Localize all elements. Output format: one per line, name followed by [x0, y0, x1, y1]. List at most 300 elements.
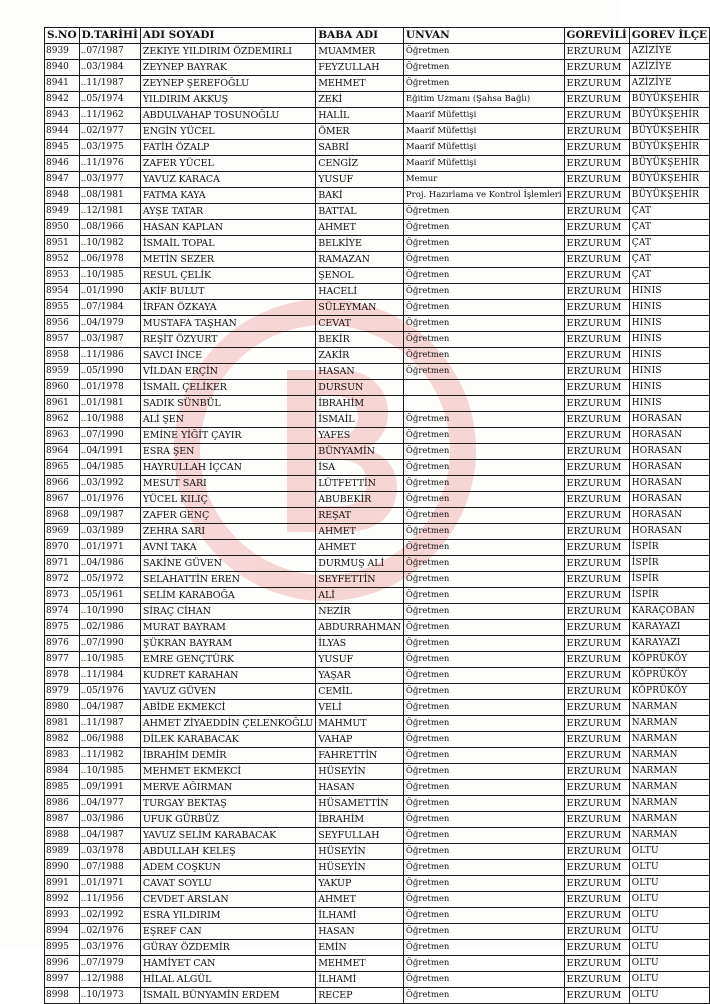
row-date: ..06/1988: [79, 732, 140, 748]
row-sno: 8974: [45, 604, 80, 620]
row-name: CEVDET ARSLAN: [140, 892, 315, 908]
table-row: [45, 972, 710, 988]
table-row: [45, 876, 710, 892]
row-city: ERZURUM: [564, 716, 629, 732]
row-date: ..03/1977: [79, 172, 140, 188]
row-father-name: İLHAMİ: [316, 908, 404, 924]
row-date: ..04/1987: [79, 700, 140, 716]
row-name: MUSTAFA TAŞHAN: [140, 316, 315, 332]
row-district: HINIS: [629, 332, 709, 348]
row-city: ERZURUM: [564, 428, 629, 444]
row-sno: 8947: [45, 172, 80, 188]
row-city: ERZURUM: [564, 236, 629, 252]
row-name: YAVUZ SELİM KARABACAK: [140, 828, 315, 844]
row-sno: 8940: [45, 60, 80, 76]
header-name: ADI SOYADI: [140, 28, 315, 44]
row-name: FATMA KAYA: [140, 188, 315, 204]
row-title: Öğretmen: [403, 252, 564, 268]
table-row: [45, 652, 710, 668]
row-name: AVNİ TAKA: [140, 540, 315, 556]
row-date: ..12/1981: [79, 204, 140, 220]
row-city: ERZURUM: [564, 332, 629, 348]
row-city: ERZURUM: [564, 188, 629, 204]
row-date: ..01/1990: [79, 284, 140, 300]
row-district: BÜYÜKŞEHİR: [629, 188, 709, 204]
table-row: [45, 572, 710, 588]
row-district: AZİZİYE: [629, 44, 709, 60]
row-date: ..04/1979: [79, 316, 140, 332]
row-title: Öğretmen: [403, 636, 564, 652]
row-date: ..09/1987: [79, 508, 140, 524]
row-district: OLTU: [629, 892, 709, 908]
row-name: ZAFER GENÇ: [140, 508, 315, 524]
table-row: [45, 284, 710, 300]
row-city: ERZURUM: [564, 300, 629, 316]
row-father-name: SEYFETTİN: [316, 572, 404, 588]
row-father-name: AHMET: [316, 540, 404, 556]
row-title: Öğretmen: [403, 972, 564, 988]
row-date: ..10/1985: [79, 764, 140, 780]
row-city: ERZURUM: [564, 316, 629, 332]
row-date: ..12/1988: [79, 972, 140, 988]
row-name: HASAN KAPLAN: [140, 220, 315, 236]
row-date: ..05/1990: [79, 364, 140, 380]
row-father-name: BATTAL: [316, 204, 404, 220]
table-row: [45, 556, 710, 572]
row-district: KÖPRÜKÖY: [629, 668, 709, 684]
row-title: Öğretmen: [403, 492, 564, 508]
row-sno: 8949: [45, 204, 80, 220]
row-district: NARMAN: [629, 812, 709, 828]
row-date: ..03/1984: [79, 60, 140, 76]
row-date: ..11/1984: [79, 668, 140, 684]
row-title: [403, 396, 564, 412]
row-title: Öğretmen: [403, 204, 564, 220]
table-row: [45, 268, 710, 284]
row-city: ERZURUM: [564, 684, 629, 700]
row-district: OLTU: [629, 908, 709, 924]
row-district: AZİZİYE: [629, 76, 709, 92]
table-row: [45, 44, 710, 60]
row-sno: 8971: [45, 556, 80, 572]
table-row: [45, 892, 710, 908]
row-title: Proj. Hazırlama ve Kontrol İşlemleri: [403, 188, 564, 204]
row-district: NARMAN: [629, 780, 709, 796]
table-row: [45, 956, 710, 972]
row-date: ..04/1986: [79, 556, 140, 572]
row-city: ERZURUM: [564, 572, 629, 588]
row-city: ERZURUM: [564, 44, 629, 60]
row-city: ERZURUM: [564, 476, 629, 492]
row-city: ERZURUM: [564, 348, 629, 364]
row-sno: 8965: [45, 460, 80, 476]
row-date: ..02/1977: [79, 124, 140, 140]
row-date: ..11/1982: [79, 748, 140, 764]
row-date: ..11/1976: [79, 156, 140, 172]
table-row: [45, 220, 710, 236]
row-city: ERZURUM: [564, 972, 629, 988]
row-district: HINIS: [629, 348, 709, 364]
row-date: ..07/1990: [79, 428, 140, 444]
row-city: ERZURUM: [564, 124, 629, 140]
row-district: BÜYÜKŞEHİR: [629, 156, 709, 172]
row-title: Maarif Müfettişi: [403, 108, 564, 124]
row-city: ERZURUM: [564, 364, 629, 380]
row-sno: 8973: [45, 588, 80, 604]
row-father-name: HÜSEYİN: [316, 860, 404, 876]
row-sno: 8993: [45, 908, 80, 924]
table-row: [45, 748, 710, 764]
row-district: KARAÇOBAN: [629, 604, 709, 620]
row-sno: 8946: [45, 156, 80, 172]
row-name: AHMET ZİYAEDDİN ÇELENKOĞLU: [140, 716, 315, 732]
table-row: [45, 364, 710, 380]
table-row: [45, 844, 710, 860]
row-name: YÜCEL KILIÇ: [140, 492, 315, 508]
row-district: İSPİR: [629, 572, 709, 588]
row-sno: 8957: [45, 332, 80, 348]
row-date: ..05/1972: [79, 572, 140, 588]
row-city: ERZURUM: [564, 844, 629, 860]
row-date: ..01/1976: [79, 492, 140, 508]
row-city: ERZURUM: [564, 60, 629, 76]
row-sno: 8961: [45, 396, 80, 412]
row-title: Öğretmen: [403, 908, 564, 924]
row-sno: 8988: [45, 828, 80, 844]
row-date: ..02/1986: [79, 620, 140, 636]
row-date: ..04/1991: [79, 444, 140, 460]
row-name: REŞİT ÖZYURT: [140, 332, 315, 348]
row-name: ADEM COŞKUN: [140, 860, 315, 876]
row-title: Maarif Müfettişi: [403, 124, 564, 140]
table-row: [45, 604, 710, 620]
row-sno: 8939: [45, 44, 80, 60]
row-city: ERZURUM: [564, 956, 629, 972]
row-title: Öğretmen: [403, 700, 564, 716]
table-row: [45, 236, 710, 252]
row-father-name: LÜTFETTİN: [316, 476, 404, 492]
row-sno: 8996: [45, 956, 80, 972]
table-row: [45, 796, 710, 812]
row-sno: 8953: [45, 268, 80, 284]
row-name: SAKİNE GÜVEN: [140, 556, 315, 572]
row-father-name: CEMİL: [316, 684, 404, 700]
row-father-name: HÜSEYİN: [316, 764, 404, 780]
row-district: HORASAN: [629, 444, 709, 460]
row-father-name: SABRİ: [316, 140, 404, 156]
row-title: Öğretmen: [403, 300, 564, 316]
row-title: Öğretmen: [403, 508, 564, 524]
row-district: KÖPRÜKÖY: [629, 684, 709, 700]
row-father-name: BÜNYAMİN: [316, 444, 404, 460]
row-sno: 8950: [45, 220, 80, 236]
row-name: ZEYNEP BAYRAK: [140, 60, 315, 76]
row-date: ..03/1986: [79, 812, 140, 828]
row-city: ERZURUM: [564, 828, 629, 844]
table-row: [45, 476, 710, 492]
row-district: HINIS: [629, 316, 709, 332]
row-title: Öğretmen: [403, 764, 564, 780]
row-title: Öğretmen: [403, 988, 564, 1004]
row-name: ZAFER YÜCEL: [140, 156, 315, 172]
row-name: ESRA YILDIRIM: [140, 908, 315, 924]
row-sno: 8964: [45, 444, 80, 460]
table-row: [45, 780, 710, 796]
row-sno: 8960: [45, 380, 80, 396]
row-district: HINIS: [629, 380, 709, 396]
row-sno: 8962: [45, 412, 80, 428]
row-district: OLTU: [629, 988, 709, 1004]
row-father-name: CEVAT: [316, 316, 404, 332]
row-city: ERZURUM: [564, 508, 629, 524]
row-city: ERZURUM: [564, 700, 629, 716]
table-row: [45, 444, 710, 460]
row-city: ERZURUM: [564, 540, 629, 556]
row-district: ÇAT: [629, 268, 709, 284]
row-city: ERZURUM: [564, 380, 629, 396]
row-name: EŞREF CAN: [140, 924, 315, 940]
row-father-name: YUSUF: [316, 172, 404, 188]
row-district: HORASAN: [629, 476, 709, 492]
row-date: ..04/1987: [79, 828, 140, 844]
row-city: ERZURUM: [564, 524, 629, 540]
row-district: HINIS: [629, 396, 709, 412]
row-title: Öğretmen: [403, 796, 564, 812]
row-name: SAVCI İNCE: [140, 348, 315, 364]
row-title: Öğretmen: [403, 892, 564, 908]
row-date: ..11/1987: [79, 716, 140, 732]
row-sno: 8997: [45, 972, 80, 988]
row-father-name: YAŞAR: [316, 668, 404, 684]
row-father-name: İBRAHİM: [316, 396, 404, 412]
row-city: ERZURUM: [564, 172, 629, 188]
row-district: ÇAT: [629, 252, 709, 268]
row-city: ERZURUM: [564, 460, 629, 476]
row-sno: 8990: [45, 860, 80, 876]
row-city: ERZURUM: [564, 444, 629, 460]
row-father-name: İLHAMİ: [316, 972, 404, 988]
table-row: [45, 140, 710, 156]
row-district: OLTU: [629, 940, 709, 956]
row-city: ERZURUM: [564, 924, 629, 940]
row-sno: 8954: [45, 284, 80, 300]
row-date: ..05/1974: [79, 92, 140, 108]
row-title: Öğretmen: [403, 540, 564, 556]
row-title: Öğretmen: [403, 684, 564, 700]
table-row: [45, 812, 710, 828]
table-row: [45, 332, 710, 348]
row-title: Öğretmen: [403, 860, 564, 876]
row-father-name: İSMAİL: [316, 412, 404, 428]
table-row: [45, 348, 710, 364]
row-father-name: RECEP: [316, 988, 404, 1004]
row-city: ERZURUM: [564, 76, 629, 92]
table-row: [45, 76, 710, 92]
table-row: [45, 700, 710, 716]
row-district: İSPİR: [629, 540, 709, 556]
table-row: [45, 172, 710, 188]
row-sno: 8969: [45, 524, 80, 540]
row-sno: 8963: [45, 428, 80, 444]
table-row: [45, 988, 710, 1004]
row-city: ERZURUM: [564, 796, 629, 812]
table-row: [45, 924, 710, 940]
row-title: Öğretmen: [403, 956, 564, 972]
row-date: ..08/1981: [79, 188, 140, 204]
row-father-name: BELKİYE: [316, 236, 404, 252]
row-district: HORASAN: [629, 428, 709, 444]
row-title: Öğretmen: [403, 332, 564, 348]
row-date: ..03/1975: [79, 140, 140, 156]
row-father-name: AHMET: [316, 892, 404, 908]
row-title: Öğretmen: [403, 556, 564, 572]
row-date: ..10/1982: [79, 236, 140, 252]
row-name: YILDIRIM AKKUŞ: [140, 92, 315, 108]
row-name: İBRAHİM DEMİR: [140, 748, 315, 764]
row-name: EMİNE YİĞİT ÇAYIR: [140, 428, 315, 444]
table-row: [45, 588, 710, 604]
row-father-name: ABUBEKİR: [316, 492, 404, 508]
table-row: [45, 60, 710, 76]
row-city: ERZURUM: [564, 604, 629, 620]
row-title: Öğretmen: [403, 268, 564, 284]
row-date: ..01/1971: [79, 876, 140, 892]
row-district: OLTU: [629, 876, 709, 892]
row-name: TURGAY BEKTAŞ: [140, 796, 315, 812]
row-name: AYŞE TATAR: [140, 204, 315, 220]
row-date: ..09/1991: [79, 780, 140, 796]
row-title: Öğretmen: [403, 716, 564, 732]
row-name: İRFAN ÖZKAYA: [140, 300, 315, 316]
row-sno: 8943: [45, 108, 80, 124]
row-district: HORASAN: [629, 412, 709, 428]
row-father-name: MEHMET: [316, 76, 404, 92]
row-father-name: ABDURRAHMAN: [316, 620, 404, 636]
row-father-name: NEZİR: [316, 604, 404, 620]
row-city: ERZURUM: [564, 636, 629, 652]
row-title: Öğretmen: [403, 812, 564, 828]
row-title: Öğretmen: [403, 284, 564, 300]
row-name: ABDULLAH KELEŞ: [140, 844, 315, 860]
row-name: CAVAT SOYLU: [140, 876, 315, 892]
table-body: [45, 44, 710, 1004]
row-sno: 8948: [45, 188, 80, 204]
row-date: ..10/1990: [79, 604, 140, 620]
row-father-name: VAHAP: [316, 732, 404, 748]
row-name: ZEYNEP ŞEREFOĞLU: [140, 76, 315, 92]
row-city: ERZURUM: [564, 588, 629, 604]
row-name: HİLAL ALGÜL: [140, 972, 315, 988]
row-title: Öğretmen: [403, 412, 564, 428]
row-title: Öğretmen: [403, 60, 564, 76]
row-district: BÜYÜKŞEHİR: [629, 140, 709, 156]
row-date: ..07/1987: [79, 44, 140, 60]
row-father-name: YAKUP: [316, 876, 404, 892]
row-city: ERZURUM: [564, 396, 629, 412]
row-district: NARMAN: [629, 748, 709, 764]
row-title: Öğretmen: [403, 476, 564, 492]
row-name: SELAHATTİN EREN: [140, 572, 315, 588]
row-father-name: AHMET: [316, 524, 404, 540]
row-date: ..01/1981: [79, 396, 140, 412]
row-district: NARMAN: [629, 716, 709, 732]
row-sno: 8979: [45, 684, 80, 700]
row-date: ..03/1987: [79, 332, 140, 348]
row-sno: 8978: [45, 668, 80, 684]
row-sno: 8959: [45, 364, 80, 380]
row-sno: 8989: [45, 844, 80, 860]
row-city: ERZURUM: [564, 140, 629, 156]
row-father-name: ZEKİ: [316, 92, 404, 108]
row-sno: 8991: [45, 876, 80, 892]
row-sno: 8994: [45, 924, 80, 940]
header-father: BABA ADI: [316, 28, 404, 44]
row-date: ..11/1987: [79, 76, 140, 92]
row-title: Maarif Müfettişi: [403, 156, 564, 172]
row-name: SELİM KARABOĞA: [140, 588, 315, 604]
table-row: [45, 428, 710, 444]
row-sno: 8982: [45, 732, 80, 748]
row-sno: 8966: [45, 476, 80, 492]
row-date: ..06/1978: [79, 252, 140, 268]
row-district: NARMAN: [629, 700, 709, 716]
row-title: Öğretmen: [403, 460, 564, 476]
row-district: OLTU: [629, 924, 709, 940]
row-father-name: SEYFULLAH: [316, 828, 404, 844]
row-district: HINIS: [629, 284, 709, 300]
table-row: [45, 92, 710, 108]
row-title: Öğretmen: [403, 940, 564, 956]
row-district: BÜYÜKŞEHİR: [629, 124, 709, 140]
row-sno: 8981: [45, 716, 80, 732]
row-title: Öğretmen: [403, 652, 564, 668]
row-date: ..08/1966: [79, 220, 140, 236]
row-name: MEHMET EKMEKCİ: [140, 764, 315, 780]
row-name: FATİH ÖZALP: [140, 140, 315, 156]
row-date: ..01/1978: [79, 380, 140, 396]
row-title: Öğretmen: [403, 876, 564, 892]
row-sno: 8992: [45, 892, 80, 908]
row-father-name: EMİN: [316, 940, 404, 956]
row-district: OLTU: [629, 844, 709, 860]
row-district: ÇAT: [629, 204, 709, 220]
row-title: Öğretmen: [403, 668, 564, 684]
row-name: ABDULVAHAP TOSUNOĞLU: [140, 108, 315, 124]
row-date: ..11/1962: [79, 108, 140, 124]
row-sno: 8975: [45, 620, 80, 636]
row-sno: 8942: [45, 92, 80, 108]
row-name: ŞÜKRAN BAYRAM: [140, 636, 315, 652]
row-sno: 8967: [45, 492, 80, 508]
table-row: [45, 492, 710, 508]
row-district: İSPİR: [629, 556, 709, 572]
row-father-name: HALİL: [316, 108, 404, 124]
table-row: [45, 828, 710, 844]
row-father-name: DURMUŞ ALİ: [316, 556, 404, 572]
row-title: Maarif Müfettişi: [403, 140, 564, 156]
row-sno: 8980: [45, 700, 80, 716]
row-date: ..03/1978: [79, 844, 140, 860]
row-title: Öğretmen: [403, 604, 564, 620]
row-father-name: VELİ: [316, 700, 404, 716]
row-city: ERZURUM: [564, 876, 629, 892]
row-date: ..10/1973: [79, 988, 140, 1004]
table-row: [45, 412, 710, 428]
row-name: İSMAİL ÇELİKER: [140, 380, 315, 396]
row-district: HORASAN: [629, 460, 709, 476]
row-title: Öğretmen: [403, 924, 564, 940]
row-city: ERZURUM: [564, 556, 629, 572]
